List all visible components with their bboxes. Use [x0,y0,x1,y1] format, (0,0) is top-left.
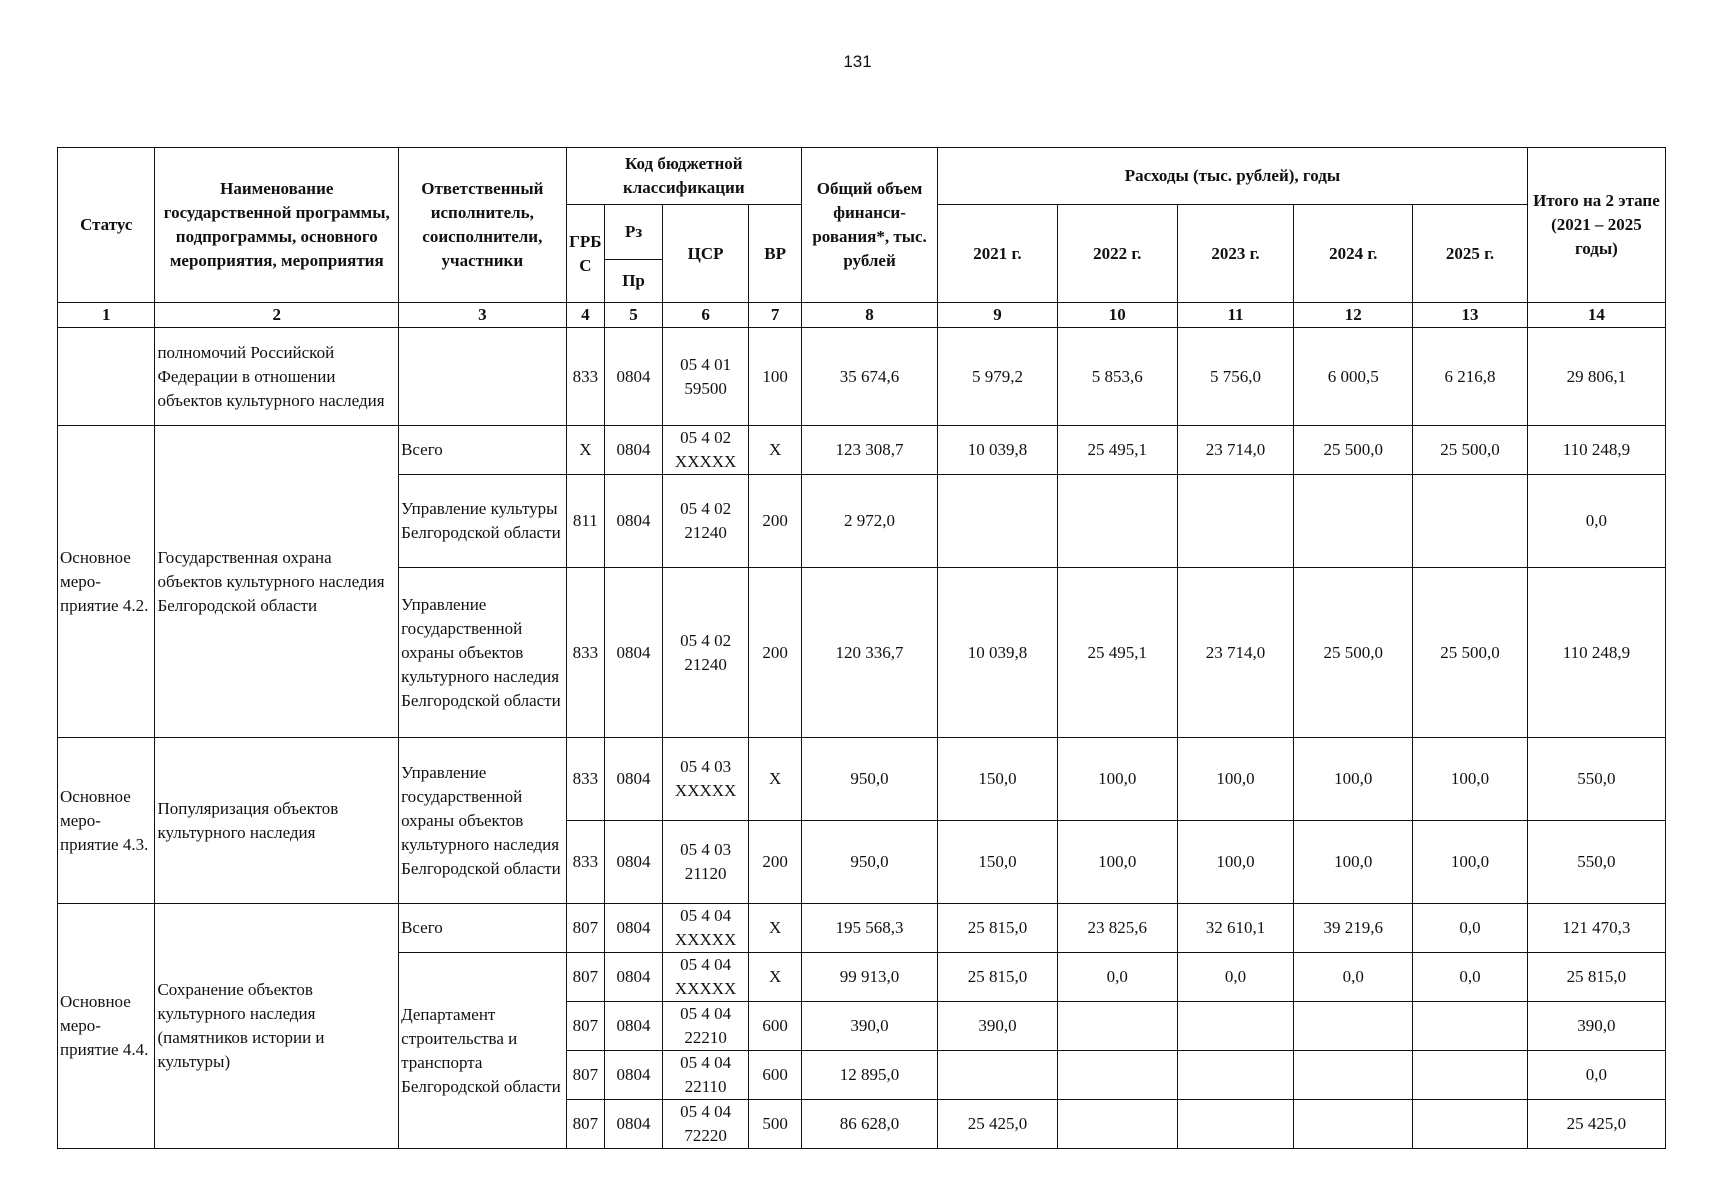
total-volume-cell: 120 336,7 [802,568,938,738]
stage-total-cell: 25 815,0 [1527,953,1665,1002]
vr-cell: 600 [749,1002,802,1051]
stage-total-cell: 110 248,9 [1527,568,1665,738]
header-rz: Рз [605,205,663,260]
header-budget-code: Код бюджетной классификации [566,148,801,205]
year-2023-cell [1177,475,1294,568]
total-volume-cell: 123 308,7 [802,426,938,475]
year-2025-cell [1413,1051,1528,1100]
year-2024-cell: 25 500,0 [1294,426,1413,475]
total-volume-cell: 12 895,0 [802,1051,938,1100]
total-volume-cell: 390,0 [802,1002,938,1051]
header-name: Наименование государственной программы, подпрограммы, основного мероприятия, мероприятия [155,148,399,303]
status-cell: Основное меро-приятие 4.3. [58,738,155,904]
column-number: 10 [1057,303,1177,328]
year-2023-cell [1177,1100,1294,1149]
column-number: 13 [1413,303,1528,328]
year-2024-cell [1294,1002,1413,1051]
year-2021-cell: 390,0 [938,1002,1058,1051]
total-volume-cell: 2 972,0 [802,475,938,568]
year-2021-cell [938,475,1058,568]
year-2022-cell: 23 825,6 [1057,904,1177,953]
year-2022-cell [1057,475,1177,568]
column-number: 8 [802,303,938,328]
column-number: 6 [662,303,748,328]
year-2024-cell [1294,475,1413,568]
executor-cell: Департамент строительства и транспорта Белгородской области [399,953,566,1149]
executor-cell: Всего [399,904,566,953]
year-2022-cell: 0,0 [1057,953,1177,1002]
status-cell: Основное меро-приятие 4.4. [58,904,155,1149]
column-number: 12 [1294,303,1413,328]
stage-total-cell: 0,0 [1527,1051,1665,1100]
column-number: 4 [566,303,605,328]
year-2025-cell: 100,0 [1413,738,1528,821]
header-pr: Пр [605,260,663,303]
header-status: Статус [58,148,155,303]
year-2025-cell: 0,0 [1413,953,1528,1002]
vr-cell: 100 [749,328,802,426]
year-2021-cell: 25 425,0 [938,1100,1058,1149]
year-2023-cell: 5 756,0 [1177,328,1294,426]
vr-cell: X [749,426,802,475]
year-2022-cell: 100,0 [1057,738,1177,821]
year-2023-cell: 0,0 [1177,953,1294,1002]
vr-cell: 600 [749,1051,802,1100]
stage-total-cell: 121 470,3 [1527,904,1665,953]
year-2024-cell: 25 500,0 [1294,568,1413,738]
table-row [58,426,1666,475]
rz-pr-cell: 0804 [605,475,663,568]
total-volume-cell: 950,0 [802,821,938,904]
stage-total-cell: 0,0 [1527,475,1665,568]
year-2021-cell: 5 979,2 [938,328,1058,426]
column-number: 5 [605,303,663,328]
header-year-2025: 2025 г. [1413,205,1528,303]
column-number: 9 [938,303,1058,328]
header-grbs: ГРБ С [566,205,605,303]
column-number: 1 [58,303,155,328]
year-2024-cell: 6 000,5 [1294,328,1413,426]
grbs-cell: 807 [566,1100,605,1149]
header-expenses: Расходы (тыс. рублей), годы [938,148,1528,205]
stage-total-cell: 550,0 [1527,738,1665,821]
grbs-cell: 833 [566,328,605,426]
year-2023-cell: 32 610,1 [1177,904,1294,953]
grbs-cell: 807 [566,904,605,953]
status-cell [58,328,155,426]
year-2025-cell: 0,0 [1413,904,1528,953]
year-2023-cell: 23 714,0 [1177,426,1294,475]
vr-cell: X [749,738,802,821]
csr-cell: 05 4 04 XXXXX [662,904,748,953]
year-2022-cell [1057,1100,1177,1149]
csr-cell: 05 4 04 22110 [662,1051,748,1100]
year-2024-cell: 0,0 [1294,953,1413,1002]
total-volume-cell: 195 568,3 [802,904,938,953]
rz-pr-cell: 0804 [605,328,663,426]
year-2024-cell: 39 219,6 [1294,904,1413,953]
year-2022-cell [1057,1002,1177,1051]
total-volume-cell: 86 628,0 [802,1100,938,1149]
year-2023-cell: 100,0 [1177,738,1294,821]
program-name-cell: Сохранение объектов культурного наследия (памятников истории и культуры) [155,904,399,1149]
csr-cell: 05 4 04 72220 [662,1100,748,1149]
year-2023-cell: 23 714,0 [1177,568,1294,738]
year-2025-cell: 100,0 [1413,821,1528,904]
budget-table [57,147,1666,1149]
year-2023-cell: 100,0 [1177,821,1294,904]
year-2021-cell: 150,0 [938,821,1058,904]
grbs-cell: 811 [566,475,605,568]
executor-cell: Управление культуры Белгородской области [399,475,566,568]
year-2024-cell: 100,0 [1294,738,1413,821]
header-year-2023: 2023 г. [1177,205,1294,303]
stage-total-cell: 550,0 [1527,821,1665,904]
csr-cell: 05 4 04 22210 [662,1002,748,1051]
stage-total-cell: 390,0 [1527,1002,1665,1051]
rz-pr-cell: 0804 [605,426,663,475]
column-number-row [58,303,1666,328]
column-number: 3 [399,303,566,328]
year-2021-cell: 150,0 [938,738,1058,821]
grbs-cell: 807 [566,1002,605,1051]
page-number: 131 [843,52,872,71]
grbs-cell: 833 [566,568,605,738]
grbs-cell: 807 [566,953,605,1002]
year-2021-cell: 10 039,8 [938,568,1058,738]
header-vr: ВР [749,205,802,303]
vr-cell: 200 [749,475,802,568]
stage-total-cell: 25 425,0 [1527,1100,1665,1149]
year-2022-cell: 5 853,6 [1057,328,1177,426]
column-number: 7 [749,303,802,328]
column-number: 11 [1177,303,1294,328]
program-name-cell: Государственная охрана объектов культурного наследия Белгородской области [155,426,399,738]
table-row [58,328,1666,426]
total-volume-cell: 99 913,0 [802,953,938,1002]
csr-cell: 05 4 02 21240 [662,568,748,738]
table-row [58,904,1666,953]
total-volume-cell: 35 674,6 [802,328,938,426]
year-2025-cell: 6 216,8 [1413,328,1528,426]
header-row-1 [58,148,1666,205]
header-year-2021: 2021 г. [938,205,1058,303]
csr-cell: 05 4 03 XXXXX [662,738,748,821]
year-2022-cell: 25 495,1 [1057,426,1177,475]
year-2022-cell: 25 495,1 [1057,568,1177,738]
header-total-volume: Общий объем финанси-рования*, тыс. рублей [802,148,938,303]
executor-cell: Управление государственной охраны объектов культурного наследия Белгородской области [399,568,566,738]
stage-total-cell: 29 806,1 [1527,328,1665,426]
executor-cell: Всего [399,426,566,475]
rz-pr-cell: 0804 [605,568,663,738]
year-2025-cell: 25 500,0 [1413,568,1528,738]
year-2025-cell [1413,1002,1528,1051]
year-2021-cell [938,1051,1058,1100]
rz-pr-cell: 0804 [605,953,663,1002]
csr-cell: 05 4 02 XXXXX [662,426,748,475]
header-executor: Ответственный исполнитель, соисполнители, участники [399,148,566,303]
year-2024-cell [1294,1100,1413,1149]
header-year-2022: 2022 г. [1057,205,1177,303]
year-2024-cell: 100,0 [1294,821,1413,904]
csr-cell: 05 4 01 59500 [662,328,748,426]
program-name-cell: Популяризация объектов культурного наследия [155,738,399,904]
csr-cell: 05 4 03 21120 [662,821,748,904]
year-2021-cell: 25 815,0 [938,904,1058,953]
program-name-cell: полномочий Российской Федерации в отношении объектов культурного наследия [155,328,399,426]
grbs-cell: 807 [566,1051,605,1100]
header-csr: ЦСР [662,205,748,303]
rz-pr-cell: 0804 [605,1100,663,1149]
executor-cell [399,328,566,426]
year-2022-cell: 100,0 [1057,821,1177,904]
csr-cell: 05 4 02 21240 [662,475,748,568]
executor-cell: Управление государственной охраны объектов культурного наследия Белгородской области [399,738,566,904]
year-2025-cell: 25 500,0 [1413,426,1528,475]
rz-pr-cell: 0804 [605,738,663,821]
status-cell: Основное меро-приятие 4.2. [58,426,155,738]
year-2021-cell: 25 815,0 [938,953,1058,1002]
header-year-2024: 2024 г. [1294,205,1413,303]
rz-pr-cell: 0804 [605,1051,663,1100]
grbs-cell: X [566,426,605,475]
total-volume-cell: 950,0 [802,738,938,821]
year-2021-cell: 10 039,8 [938,426,1058,475]
grbs-cell: 833 [566,738,605,821]
vr-cell: X [749,904,802,953]
rz-pr-cell: 0804 [605,904,663,953]
grbs-cell: 833 [566,821,605,904]
csr-cell: 05 4 04 XXXXX [662,953,748,1002]
year-2025-cell [1413,475,1528,568]
vr-cell: X [749,953,802,1002]
table-row [58,738,1666,821]
rz-pr-cell: 0804 [605,1002,663,1051]
stage-total-cell: 110 248,9 [1527,426,1665,475]
year-2024-cell [1294,1051,1413,1100]
year-2023-cell [1177,1051,1294,1100]
vr-cell: 200 [749,821,802,904]
column-number: 2 [155,303,399,328]
year-2023-cell [1177,1002,1294,1051]
rz-pr-cell: 0804 [605,821,663,904]
vr-cell: 500 [749,1100,802,1149]
column-number: 14 [1527,303,1665,328]
vr-cell: 200 [749,568,802,738]
header-stage-total: Итого на 2 этапе (2021 – 2025 годы) [1527,148,1665,303]
year-2025-cell [1413,1100,1528,1149]
year-2022-cell [1057,1051,1177,1100]
